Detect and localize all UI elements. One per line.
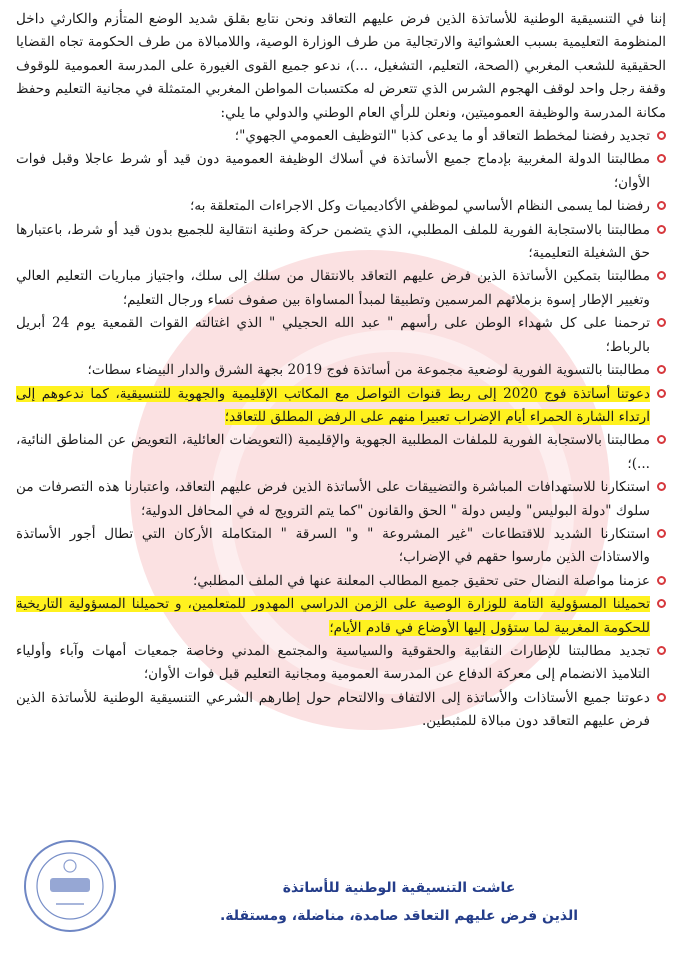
demand-text: مطالبتنا بالاستجابة الفورية للملف المطلبي، الذي يتضمن حركة وطنية انتقالية للجميع بدون قيد أو شرط، باعتبارها حق الشغيلة التعليمية؛: [16, 221, 650, 262]
organization-stamp: [22, 838, 118, 934]
demand-item: [16, 523, 666, 570]
bullet-circle-icon: [657, 646, 666, 655]
demand-item: [16, 265, 666, 312]
demand-text: رفضنا لما يسمى النظام الأساسي لموظفي الأكاديميات وكل الاجراءات المتعلقة به؛: [190, 198, 650, 215]
demand-text: تجديد مطالبتنا للإطارات النقابية والحقوقية والسياسية والمجتمع المدني وخاصة جمعيات أمهات وآباء وأولياء التلاميذ الانضمام إلى معركة الدفاع عن المدرسة العمومية ومجانية التعليم قبل فوات الأوان؛: [16, 642, 650, 683]
demand-text: تحميلنا المسؤولية التامة للوزارة الوصية على الزمن الدراسي المهدور للمتعلمين، و تحميلنا المسؤولية التاريخية للحكومة المغربية لما ستؤول إليها الأوضاع في قادم الأيام؛: [16, 596, 650, 636]
bullet-circle-icon: [657, 318, 666, 327]
demand-text: عزمنا مواصلة النضال حتى تحقيق جميع المطالب المعلنة عنها في الملف المطلبي؛: [193, 572, 650, 589]
bullet-circle-icon: [657, 389, 666, 398]
statement-body: [16, 8, 666, 734]
demand-text: استنكارنا الشديد للاقتطاعات "غير المشروعة " و" السرقة " المتكاملة الأركان التي تطال أجور الأساتذة والاستاذات الذين مارسوا حقهم في الإضراب؛: [16, 525, 650, 566]
bullet-circle-icon: [657, 225, 666, 234]
demand-text: ترحمنا على كل شهداء الوطن على رأسهم " عبد الله الحجيلي " الذي اغتالته القوات القمعية يوم 24 أبريل بالرباط؛: [16, 315, 650, 355]
demands-list: [16, 125, 666, 734]
demand-text: مطالبتنا بالاستجابة الفورية للملفات المطلبية الجهوية والإقليمية (التعويضات العائلية، التعويض عن المناطق النائية، ...)؛: [16, 432, 650, 472]
bullet-circle-icon: [657, 599, 666, 608]
demand-text: دعوتنا أساتذة فوج 2020 إلى ربط قنوات التواصل مع المكاتب الإقليمية والجهوية للتنسيقية، كما ندعوهم إلى ارتداء الشارة الحمراء أيام الإضراب تعبيرا منهم على الرفض المطلق للتعاقد؛: [16, 385, 651, 425]
demand-item: [16, 593, 666, 640]
bullet-circle-icon: [657, 576, 666, 585]
bullet-circle-icon: [657, 271, 666, 280]
demand-item: [16, 640, 666, 687]
demand-item: [16, 219, 666, 266]
bullet-circle-icon: [657, 201, 666, 210]
demand-item: [16, 429, 666, 476]
demand-item: [16, 312, 666, 359]
bullet-circle-icon: [657, 482, 666, 491]
demand-item: [16, 359, 666, 382]
demand-text: مطالبتنا بالتسوية الفورية لوضعية مجموعة من أساتذة فوج 2019 بجهة الشرق والدار البيضاء سطات؛: [87, 362, 650, 379]
demand-item: [16, 148, 666, 195]
intro-paragraph: إننا في التنسيقية الوطنية للأساتذة الذين فرض عليهم التعاقد ونحن نتابع بقلق شديد الوضع المتأزم والكارثي داخل المنظومة التعليمية بسبب العشوائية والارتجالية من طرف الوزارة الوصية، واللامبالاة من طرف الحكومة تجاه القضايا الحقيقية للشعب المغربي (الصحة، التعليم، التشغيل، ...)، ندعو جميع القوى الغيورة على المدرسة العمومية للوقوف وقفة رجل واحد لوقف الهجوم الشرس الذي تتعرض له مكتسبات المواطن المغربي المتمثلة في مجانية التعليم وحفظ مكانة المدرسة والوظيفة العموميتين، ونعلن للرأي العام الوطني والدولي ما يلي:: [16, 11, 666, 121]
closing-line-2: الذين فرض عليهم التعاقد صامدة، مناضلة، ومستقلة.: [219, 908, 579, 924]
demand-text: مطالبتنا بتمكين الأساتذة الذين فرض عليهم التعاقد بالانتقال من سلك إلى سلك، واجتياز مباريات التعليم العالي وتغيير الإطار إسوة بزملائهم المرسمين وتطبيقا لمبدأ المساواة بين صفوف نساء ورجال التعليم؛: [16, 268, 650, 308]
demand-text: دعوتنا جميع الأستاذات والأساتذة إلى الالتفاف والالتحام حول إطارهم الشرعي التنسيقية الوطنية للأساتذة الذين فرض عليهم التعاقد دون مبالاة للمثبطين.: [16, 689, 650, 730]
demand-item: [16, 195, 666, 218]
demand-item: [16, 570, 666, 593]
demand-item: [16, 383, 666, 430]
bullet-circle-icon: [657, 435, 666, 444]
demand-item: [16, 125, 666, 148]
demand-text: مطالبتنا الدولة المغربية بإدماج جميع الأساتذة في أسلاك الوظيفة العمومية دون قيد أو شرط عاجلا وقبل فوات الأوان؛: [16, 151, 650, 191]
bullet-circle-icon: [657, 365, 666, 374]
demand-text: تجديد رفضنا لمخطط التعاقد أو ما يدعى كذبا "التوظيف العمومي الجهوي"؛: [234, 128, 650, 145]
demand-text: استنكارنا للاستهدافات المباشرة والتضييقات على الأساتذة الذين فرض عليهم التعاقد، واعتبارنا هذه التصرفات من سلوك "دولة البوليس" وليس دولة " الحق والقانون "كما يتم الترويج له في المحافل الدولية؛: [16, 479, 650, 519]
bullet-circle-icon: [657, 693, 666, 702]
closing-slogan: [150, 874, 648, 930]
bullet-circle-icon: [657, 529, 666, 538]
closing-line-1: عاشت التنسيقية الوطنية للأساتذة: [282, 880, 516, 896]
bullet-circle-icon: [657, 131, 666, 140]
bullet-circle-icon: [657, 154, 666, 163]
demand-item: [16, 687, 666, 734]
demand-item: [16, 476, 666, 523]
